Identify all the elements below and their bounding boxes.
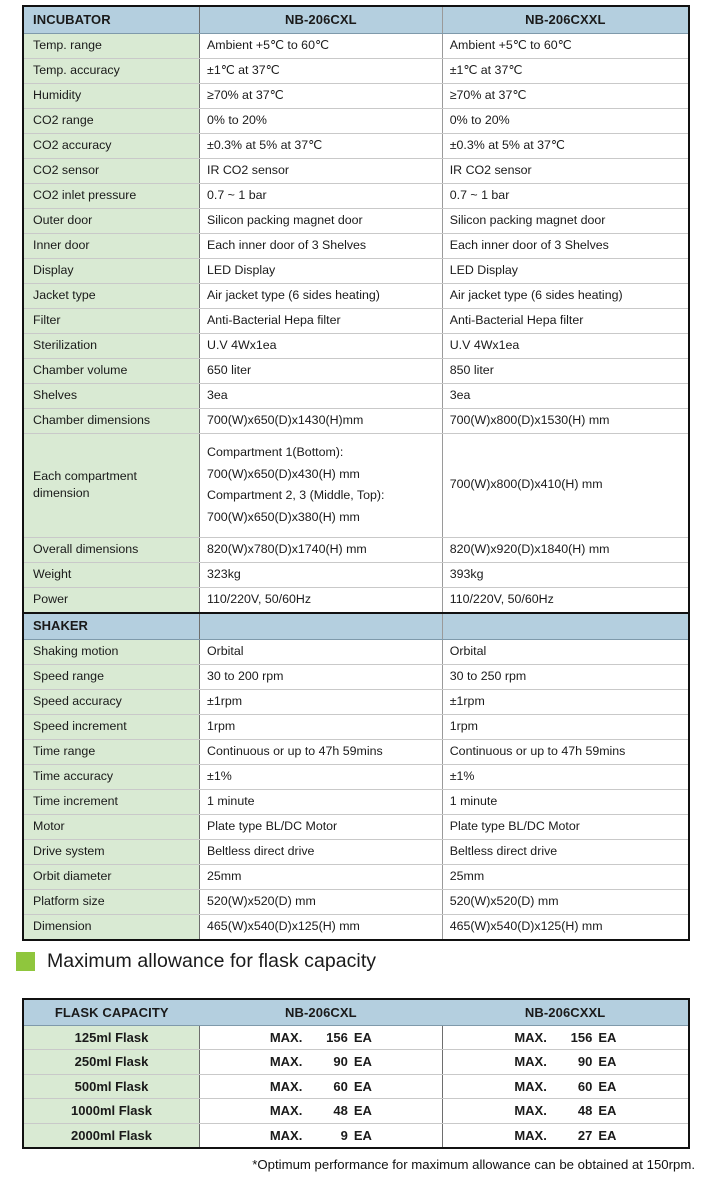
spec-value-model-1: 323kg — [200, 562, 443, 587]
spec-row-label: Outer door — [23, 208, 200, 233]
spec-table-row — [23, 383, 689, 408]
spec-row-label-compartment — [23, 433, 200, 537]
flask-value-model-1 — [200, 1074, 443, 1099]
flask-value-model-2 — [442, 1074, 689, 1099]
spec-value-model-2: Silicon packing magnet door — [442, 208, 689, 233]
spec-value-model-1: LED Display — [200, 258, 443, 283]
spec-value-model-2: Ambient +5℃ to 60℃ — [442, 33, 689, 58]
spec-value-model-1: 0.7 ~ 1 bar — [200, 183, 443, 208]
spec-table-row — [23, 562, 689, 587]
spec-row-label: Time range — [23, 740, 200, 765]
spec-value-model-1: 1rpm — [200, 715, 443, 740]
spec-value-model-1: Beltless direct drive — [200, 840, 443, 865]
spec-value-model-1: 3ea — [200, 383, 443, 408]
spec-value-model-2: ±1℃ at 37℃ — [442, 58, 689, 83]
spec-table-row — [23, 233, 689, 258]
spec-row-label: Drive system — [23, 840, 200, 865]
compartment-dim-line-4: 700(W)x650(D)x380(H) mm — [207, 509, 360, 524]
spec-value-model-2: IR CO2 sensor — [442, 158, 689, 183]
footnote-text: *Optimum performance for maximum allowance can be obtained at 150rpm. — [252, 1157, 695, 1172]
spec-row-label: Shaking motion — [23, 640, 200, 665]
spec-value-model-2: 30 to 250 rpm — [442, 665, 689, 690]
spec-value-model-1: ≥70% at 37℃ — [200, 83, 443, 108]
spec-row-label: Motor — [23, 815, 200, 840]
flask-value-model-2 — [442, 1050, 689, 1075]
spec-table-row — [23, 890, 689, 915]
flask-table-row — [23, 1123, 689, 1148]
spec-value-model-2: 1 minute — [442, 790, 689, 815]
spec-value-model-2: Plate type BL/DC Motor — [442, 815, 689, 840]
flask-max-model-2: MAX. 90 EA — [514, 1054, 617, 1070]
spec-value-model-2: 700(W)x800(D)x1530(H) mm — [442, 408, 689, 433]
flask-value-model-2 — [442, 1099, 689, 1124]
spec-value-model-1: 25mm — [200, 865, 443, 890]
spec-table-row — [23, 537, 689, 562]
flask-value-model-2 — [442, 1025, 689, 1050]
spec-value-model-2: ±0.3% at 5% at 37℃ — [442, 133, 689, 158]
flask-value-model-1 — [200, 1123, 443, 1148]
spec-row-label: Overall dimensions — [23, 537, 200, 562]
flask-max-model-2: MAX. 27 EA — [514, 1127, 617, 1143]
spec-table-row — [23, 587, 689, 613]
spec-value-model-1: IR CO2 sensor — [200, 158, 443, 183]
spec-row-label: Weight — [23, 562, 200, 587]
compartment-dim-line-3: Compartment 2, 3 (Middle, Top): — [207, 488, 385, 502]
spec-value-model-2: ≥70% at 37℃ — [442, 83, 689, 108]
spec-value-model-1: 700(W)x650(D)x1430(H)mm — [200, 408, 443, 433]
spec-value-model-2: ±1% — [442, 765, 689, 790]
spec-value-model-1: 465(W)x540(D)x125(H) mm — [200, 915, 443, 941]
flask-table-row — [23, 1099, 689, 1124]
spec-value-model-2: 850 liter — [442, 358, 689, 383]
spec-value-model-2: 3ea — [442, 383, 689, 408]
spec-row-label: Speed accuracy — [23, 690, 200, 715]
spec-table-row — [23, 133, 689, 158]
spec-value-model-1: 650 liter — [200, 358, 443, 383]
flask-header-capacity: FLASK CAPACITY — [23, 999, 200, 1025]
flask-section-heading — [16, 950, 376, 973]
spec-row-label: Display — [23, 258, 200, 283]
flask-max-model-1: MAX. 156 EA — [269, 1029, 372, 1045]
spec-table-row — [23, 408, 689, 433]
spec-table-row — [23, 308, 689, 333]
spec-row-label: Speed range — [23, 665, 200, 690]
flask-max-model-2: MAX. 48 EA — [514, 1103, 617, 1119]
flask-row-label: 2000ml Flask — [23, 1123, 200, 1148]
flask-value-model-1 — [200, 1099, 443, 1124]
spec-row-label: Chamber volume — [23, 358, 200, 383]
spec-table-row — [23, 815, 689, 840]
spec-value-model-1: Silicon packing magnet door — [200, 208, 443, 233]
spec-value-model-2: 110/220V, 50/60Hz — [442, 587, 689, 613]
spec-value-model-1: 520(W)x520(D) mm — [200, 890, 443, 915]
spec-row-label: Orbit diameter — [23, 865, 200, 890]
spec-row-label: Speed increment — [23, 715, 200, 740]
spec-row-label: CO2 sensor — [23, 158, 200, 183]
flask-header-model-1: NB-206CXL — [200, 999, 443, 1025]
spec-value-model-2: Continuous or up to 47h 59mins — [442, 740, 689, 765]
flask-row-label: 500ml Flask — [23, 1074, 200, 1099]
spec-row-label: Shelves — [23, 383, 200, 408]
spec-table-row-compartment — [23, 433, 689, 537]
spec-value-model-2: 0.7 ~ 1 bar — [442, 183, 689, 208]
spec-row-label: CO2 accuracy — [23, 133, 200, 158]
shaker-section-blank-1 — [200, 613, 443, 640]
spec-header-category: INCUBATOR — [23, 6, 200, 33]
shaker-section-blank-2 — [442, 613, 689, 640]
spec-table-row — [23, 715, 689, 740]
spec-header-model-1: NB-206CXL — [200, 6, 443, 33]
spec-row-label: Jacket type — [23, 283, 200, 308]
spec-value-model-1: Orbital — [200, 640, 443, 665]
flask-max-model-2: MAX. 156 EA — [514, 1029, 617, 1045]
spec-table-row — [23, 865, 689, 890]
spec-row-label: Dimension — [23, 915, 200, 941]
spec-table-row — [23, 283, 689, 308]
spec-table-row — [23, 665, 689, 690]
spec-value-model-2: 1rpm — [442, 715, 689, 740]
spec-value-model-2: ±1rpm — [442, 690, 689, 715]
square-bullet-icon — [16, 952, 35, 971]
spec-row-label: Time accuracy — [23, 765, 200, 790]
spec-value-model-1: Air jacket type (6 sides heating) — [200, 283, 443, 308]
flask-row-label: 1000ml Flask — [23, 1099, 200, 1124]
spec-value-model-1: ±1% — [200, 765, 443, 790]
spec-value-model-1: ±0.3% at 5% at 37℃ — [200, 133, 443, 158]
spec-value-model-1: Continuous or up to 47h 59mins — [200, 740, 443, 765]
flask-header-model-2: NB-206CXXL — [442, 999, 689, 1025]
spec-table-header-row — [23, 6, 689, 33]
flask-capacity-table-container — [22, 998, 690, 1149]
spec-table-row — [23, 208, 689, 233]
spec-table-row — [23, 83, 689, 108]
spec-table-row — [23, 58, 689, 83]
spec-value-model-1: Anti-Bacterial Hepa filter — [200, 308, 443, 333]
spec-value-model-2: Each inner door of 3 Shelves — [442, 233, 689, 258]
spec-value-model-1: 30 to 200 rpm — [200, 665, 443, 690]
spec-value-model-2: LED Display — [442, 258, 689, 283]
spec-row-label: Humidity — [23, 83, 200, 108]
spec-table-row — [23, 33, 689, 58]
spec-row-label: CO2 inlet pressure — [23, 183, 200, 208]
spec-value-model-2: 0% to 20% — [442, 108, 689, 133]
flask-max-model-1: MAX. 9 EA — [269, 1127, 372, 1143]
spec-value-model-1: Plate type BL/DC Motor — [200, 815, 443, 840]
spec-row-label: Chamber dimensions — [23, 408, 200, 433]
flask-value-model-2 — [442, 1123, 689, 1148]
flask-value-model-1 — [200, 1025, 443, 1050]
spec-row-label: Power — [23, 587, 200, 613]
flask-row-label: 125ml Flask — [23, 1025, 200, 1050]
spec-value-model-2: Anti-Bacterial Hepa filter — [442, 308, 689, 333]
spec-value-model-1: ±1rpm — [200, 690, 443, 715]
spec-header-model-2: NB-206CXXL — [442, 6, 689, 33]
flask-section-title: Maximum allowance for flask capacity — [47, 950, 377, 972]
spec-value-model-1: 1 minute — [200, 790, 443, 815]
spec-table-row — [23, 108, 689, 133]
spec-table-row — [23, 690, 689, 715]
spec-value-model-1: 0% to 20% — [200, 108, 443, 133]
spec-value-model-1: Ambient +5℃ to 60℃ — [200, 33, 443, 58]
compartment-dim-line-2: 700(W)x650(D)x430(H) mm — [207, 466, 360, 481]
spec-value-model-1 — [200, 433, 443, 537]
spec-value-model-2: 700(W)x800(D)x410(H) mm — [442, 433, 689, 537]
flask-max-model-1: MAX. 60 EA — [269, 1078, 372, 1094]
spec-value-model-1: Each inner door of 3 Shelves — [200, 233, 443, 258]
specification-table — [22, 5, 690, 941]
spec-table-row — [23, 790, 689, 815]
spec-value-model-2: Orbital — [442, 640, 689, 665]
spec-value-model-1: ±1℃ at 37℃ — [200, 58, 443, 83]
spec-value-model-2: 465(W)x540(D)x125(H) mm — [442, 915, 689, 941]
spec-row-label: Inner door — [23, 233, 200, 258]
spec-table-row — [23, 158, 689, 183]
flask-max-model-1: MAX. 90 EA — [269, 1054, 372, 1070]
flask-max-model-1: MAX. 48 EA — [269, 1103, 372, 1119]
flask-row-label: 250ml Flask — [23, 1050, 200, 1075]
spec-table-row — [23, 915, 689, 941]
spec-value-model-2: U.V 4Wx1ea — [442, 333, 689, 358]
spec-table-row — [23, 740, 689, 765]
compartment-label-line-2: dimension — [33, 485, 90, 500]
flask-table-row — [23, 1050, 689, 1075]
spec-table-row — [23, 765, 689, 790]
spec-value-model-2: 820(W)x920(D)x1840(H) mm — [442, 537, 689, 562]
compartment-dim-line-1: Compartment 1(Bottom): — [207, 445, 344, 459]
spec-value-model-2: 25mm — [442, 865, 689, 890]
flask-max-model-2: MAX. 60 EA — [514, 1078, 617, 1094]
spec-row-label: CO2 range — [23, 108, 200, 133]
flask-table-row — [23, 1025, 689, 1050]
spec-table-row — [23, 840, 689, 865]
spec-value-model-1: 110/220V, 50/60Hz — [200, 587, 443, 613]
spec-table-row — [23, 183, 689, 208]
spec-table-row — [23, 640, 689, 665]
spec-value-model-1: U.V 4Wx1ea — [200, 333, 443, 358]
spec-table-row — [23, 333, 689, 358]
spec-row-label: Time increment — [23, 790, 200, 815]
spec-value-model-2: Air jacket type (6 sides heating) — [442, 283, 689, 308]
spec-value-model-2: Beltless direct drive — [442, 840, 689, 865]
spec-table-row — [23, 258, 689, 283]
spec-value-model-2: 393kg — [442, 562, 689, 587]
spec-value-model-2: 520(W)x520(D) mm — [442, 890, 689, 915]
shaker-section-label: SHAKER — [23, 613, 200, 640]
flask-capacity-table — [22, 998, 690, 1149]
spec-row-label: Filter — [23, 308, 200, 333]
compartment-label-line-1: Each compartment — [33, 468, 137, 483]
flask-table-header-row — [23, 999, 689, 1025]
spec-value-model-1: 820(W)x780(D)x1740(H) mm — [200, 537, 443, 562]
spec-row-label: Sterilization — [23, 333, 200, 358]
spec-table-row — [23, 358, 689, 383]
specification-table-container — [22, 5, 690, 941]
spec-row-label: Platform size — [23, 890, 200, 915]
spec-row-label: Temp. accuracy — [23, 58, 200, 83]
spec-table-section-header-shaker — [23, 613, 689, 640]
flask-value-model-1 — [200, 1050, 443, 1075]
spec-row-label: Temp. range — [23, 33, 200, 58]
flask-table-row — [23, 1074, 689, 1099]
